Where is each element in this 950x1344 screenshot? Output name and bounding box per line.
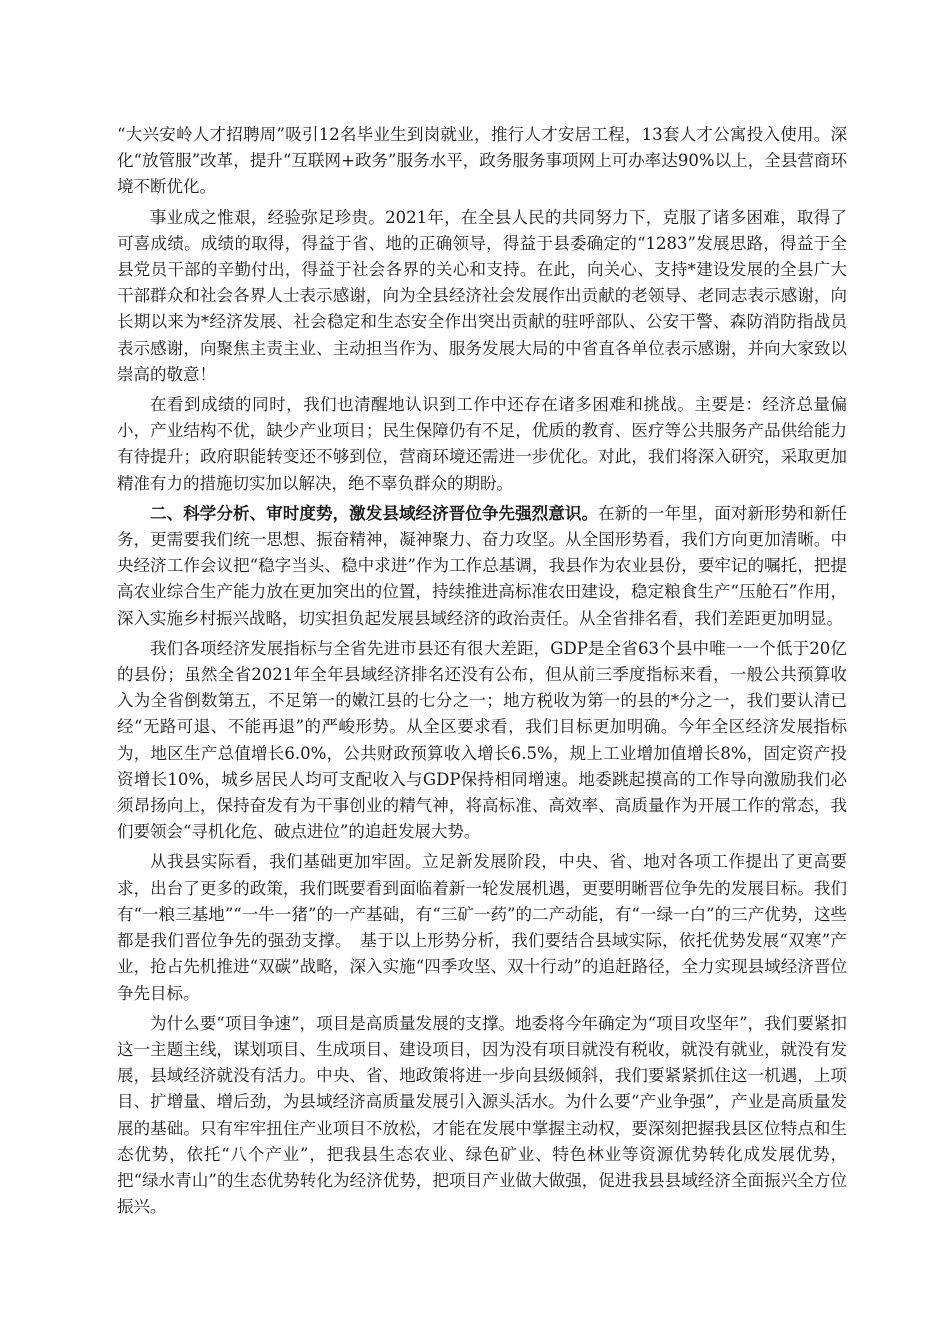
- paragraph-7: [117, 1011, 847, 1221]
- paragraph-2-text: 事业成之惟艰，经验弥足珍贵。2021年，在全县人民的共同努力下，克服了诸多困难，取得了可喜成绩。成绩的取得，得益于省、地的正确领导，得益于县委确定的“1283”发展思路，得益于全县党员干部的辛勤付出，得益于社会各界的关心和支持。在此，向关心、支持*建设发展的全县广大干部群众和社会各界人士表示感谢，向为全县经济社会发展作出贡献的老领导、老同志表示感谢，向长期以来为*经济发展、社会稳定和生态安全作出突出贡献的驻呼部队、公安干警、森防消防指战员表示感谢，向聚焦主责主业、主动担当作为、服务发展大局的中省直各单位表示感谢，并向大家致以崇高的敬意！: [117, 207, 847, 384]
- paragraph-4: [117, 501, 847, 632]
- section-heading: 二、科学分析、审时度势，激发县域经济晋位争先强烈意识。: [150, 503, 599, 523]
- paragraph-5: [117, 636, 847, 846]
- paragraph-3: [117, 392, 847, 497]
- document-body: [117, 122, 847, 1224]
- paragraph-2: [117, 205, 847, 388]
- paragraph-6-text: 从我县实际看，我们基础更加牢固。立足新发展阶段，中央、省、地对各项工作提出了更高要求，出台了更多的政策，我们既要看到面临着新一轮发展机遇，更要明晰晋位争先的发展目标。我们有“一粮三基地”“一牛一猪”的一产基础，有“三矿一药”的二产动能，有“一绿一白”的三产优势，这些都是我们晋位争先的强劲支撑。 基于以上形势分析，我们要结合县域实际，依托优势发展“双寒”产业，抢占先机推进“双碳”战略，深入实施“四季攻坚、双十行动”的追赶路径，全力实现县域经济晋位争先目标。: [117, 852, 847, 1003]
- paragraph-1-text: “大兴安岭人才招聘周”吸引12名毕业生到岗就业，推行人才安居工程，13套人才公寓投入使用。深化“放管服”改革，提升“互联网+政务”服务水平，政务服务事项网上可办率达90%以上，全县营商环境不断优化。: [117, 125, 847, 197]
- paragraph-1: [117, 122, 847, 201]
- paragraph-6: [117, 849, 847, 1006]
- paragraph-7-text: 为什么要“项目争速”，项目是高质量发展的支撑。地委将今年确定为“项目攻坚年”，我们要紧扣这一主题主线，谋划项目、生成项目、建设项目，因为没有项目就没有税收，就没有就业，就没有发展，县域经济就没有活力。中央、省、地政策将进一步向县级倾斜，我们要紧紧抓住这一机遇，上项目、扩增量、增后劲，为县域经济高质量发展引入源头活水。为什么要“产业争强”，产业是高质量发展的基础。只有牢牢扭住产业项目不放松，才能在发展中掌握主动权，要深刻把握我县区位特点和生态优势，依托“八个产业”，把我县生态农业、绿色矿业、特色林业等资源优势转化成发展优势，把“绿水青山”的生态优势转化为经济优势，把项目产业做大做强，促进我县县域经济全面振兴全方位振兴。: [117, 1013, 847, 1217]
- paragraph-5-text: 我们各项经济发展指标与全省先进市县还有很大差距，GDP是全省63个县中唯一一个低于20亿的县份；虽然全省2021年全年县域经济排名还没有公布，但从前三季度指标来看，一般公共预算收入为全省倒数第五，不足第一的嫩江县的七分之一；地方税收为第一的县的*分之一，我们要认清已经“无路可退、不能再退”的严峻形势。从全区要求看，我们目标更加明确。今年全区经济发展指标为，地区生产总值增长6.0%，公共财政预算收入增长6.5%，规上工业增加值增长8%，固定资产投资增长10%，城乡居民人均可支配收入与GDP保持相同增速。地委跳起摸高的工作导向激励我们必须昂扬向上，保持奋发有为干事创业的精气神，将高标准、高效率、高质量作为开展工作的常态，我们要领会“寻机化危、破点进位”的追赶发展大势。: [117, 638, 847, 842]
- paragraph-3-text: 在看到成绩的同时，我们也清醒地认识到工作中还存在诸多困难和挑战。主要是：经济总量偏小，产业结构不优，缺少产业项目；民生保障仍有不足，优质的教育、医疗等公共服务产品供给能力有待提升；政府职能转变还不够到位，营商环境还需进一步优化。对此，我们将深入研究，采取更加精准有力的措施切实加以解决，绝不辜负群众的期盼。: [117, 395, 847, 493]
- paragraph-4-text: 在新的一年里，面对新形势和新任务，更需要我们统一思想、振奋精神，凝神聚力、奋力攻坚。从全国形势看，我们方向更加清晰。中央经济工作会议把“稳字当头、稳中求进”作为工作总基调，我县作为农业县份，要牢记的嘱托，把提高农业综合生产能力放在更加突出的位置，持续推进高标准农田建设，稳定粮食生产“压舱石”作用，深入实施乡村振兴战略，切实担负起发展县域经济的政治责任。从全省排名看，我们差距更加明显。: [117, 503, 848, 628]
